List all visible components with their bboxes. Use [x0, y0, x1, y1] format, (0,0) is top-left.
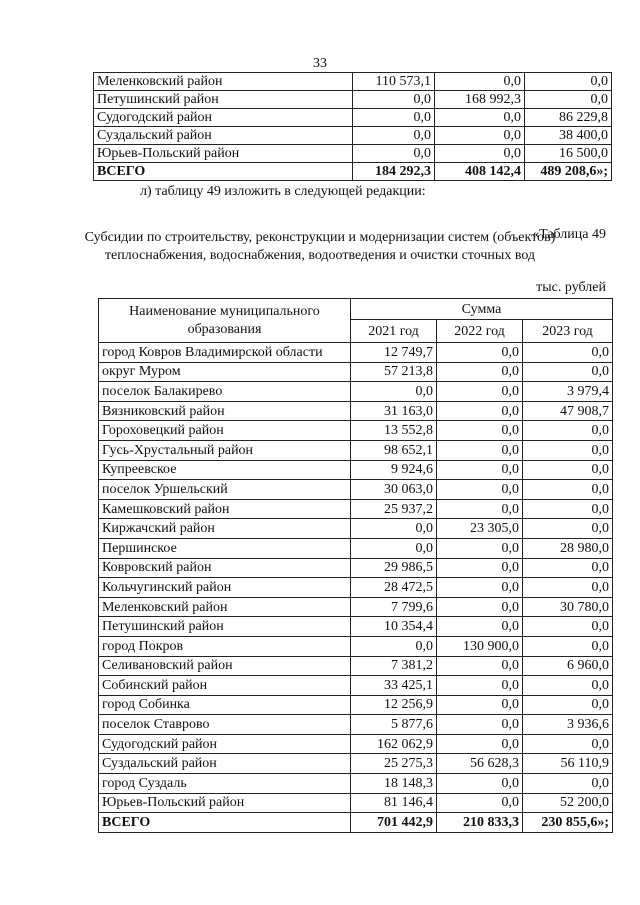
- table-row: [99, 793, 613, 813]
- value-2023-cell: 28 980,0: [523, 538, 613, 558]
- table-row: [94, 73, 612, 91]
- value-2023-cell: 0,0: [523, 636, 613, 656]
- value-2022-cell: 0,0: [437, 656, 523, 676]
- value-2021-cell: 9 924,6: [351, 460, 437, 480]
- value-2022-cell: 0,0: [437, 440, 523, 460]
- table-row: [99, 401, 613, 421]
- table-title-line1: Субсидии по строительству, реконструкции и модернизации систем (объектов): [84, 230, 556, 245]
- table-title-line2: теплоснабжения, водоснабжения, водоотведения и очистки сточных вод: [104, 248, 536, 263]
- value-2022-cell: 56 628,3: [437, 754, 523, 774]
- table-header-row: [99, 299, 613, 320]
- value-2022-cell: 0,0: [437, 362, 523, 382]
- value-2023-cell: 56 110,9: [523, 754, 613, 774]
- municipality-cell: округ Муром: [99, 362, 351, 382]
- value-2022-cell: 130 900,0: [437, 636, 523, 656]
- table-row: [99, 578, 613, 598]
- municipality-cell: поселок Балакирево: [99, 382, 351, 402]
- value-2021-cell: 13 552,8: [351, 421, 437, 441]
- municipality-cell: поселок Уршельский: [99, 480, 351, 500]
- value-2023-cell: 0,0: [523, 440, 613, 460]
- value-2023-cell: 3 936,6: [523, 715, 613, 735]
- municipality-cell: Судогодский район: [94, 109, 353, 127]
- value-2021-cell: 5 877,6: [351, 715, 437, 735]
- table-label: «Таблица 49: [532, 227, 606, 242]
- value-2021-cell: 0,0: [351, 538, 437, 558]
- subsidy-table: [98, 298, 613, 833]
- value-2022-cell: 0,0: [437, 538, 523, 558]
- municipality-cell: город Собинка: [99, 695, 351, 715]
- units-label: тыс. рублей: [536, 280, 606, 295]
- municipality-cell: Киржачский район: [99, 519, 351, 539]
- value-2022-cell: 0,0: [437, 421, 523, 441]
- header-2022: 2022 год: [437, 320, 523, 343]
- value-2023-cell: 0,0: [523, 617, 613, 637]
- table-row: [99, 636, 613, 656]
- value-2023-cell: 0,0: [525, 91, 612, 109]
- value-2022-cell: 23 305,0: [437, 519, 523, 539]
- value-2022-cell: 0,0: [437, 343, 523, 363]
- value-2022-cell: 0,0: [437, 558, 523, 578]
- value-2023-cell: 0,0: [523, 480, 613, 500]
- table-row: [99, 754, 613, 774]
- value-2021-cell: 25 937,2: [351, 499, 437, 519]
- value-2022-cell: 0,0: [437, 676, 523, 696]
- total-2023-value: 230 855,6: [541, 815, 598, 831]
- municipality-cell: Суздальский район: [99, 754, 351, 774]
- value-2023-cell: 3 979,4: [523, 382, 613, 402]
- municipality-cell: поселок Ставрово: [99, 715, 351, 735]
- value-2023-cell: 0,0: [523, 519, 613, 539]
- previous-table-continuation: [93, 72, 612, 181]
- value-2023-cell: 0,0: [523, 421, 613, 441]
- value-2021-cell: 18 148,3: [351, 774, 437, 794]
- table-row: [99, 558, 613, 578]
- page-number: 33: [313, 56, 327, 71]
- total-row: [94, 163, 612, 181]
- value-2023-cell: 0,0: [523, 734, 613, 754]
- header-municipality-line2: образования: [187, 321, 262, 337]
- table-row: [99, 656, 613, 676]
- value-2022-cell: 0,0: [437, 734, 523, 754]
- table-row: [99, 382, 613, 402]
- table-row: [94, 127, 612, 145]
- total-2022: 408 142,4: [435, 163, 525, 181]
- municipality-cell: город Ковров Владимирской области: [99, 343, 351, 363]
- table-row: [99, 597, 613, 617]
- municipality-cell: город Покров: [99, 636, 351, 656]
- value-2021-cell: 28 472,5: [351, 578, 437, 598]
- total-label: ВСЕГО: [99, 813, 351, 833]
- value-2022-cell: 0,0: [437, 774, 523, 794]
- value-2023-cell: 0,0: [523, 499, 613, 519]
- value-2023-cell: 0,0: [523, 362, 613, 382]
- table-row: [99, 460, 613, 480]
- municipality-cell: Меленковский район: [94, 73, 353, 91]
- value-2023-cell: 16 500,0: [525, 145, 612, 163]
- table-row: [99, 715, 613, 735]
- value-2022-cell: 0,0: [437, 480, 523, 500]
- value-2022-cell: 0,0: [437, 695, 523, 715]
- closing-quote-suffix: »;: [597, 815, 610, 831]
- total-2021: 701 442,9: [351, 813, 437, 833]
- value-2023-cell: 47 908,7: [523, 401, 613, 421]
- table-row: [99, 440, 613, 460]
- municipality-cell: Купреевское: [99, 460, 351, 480]
- total-row: [99, 813, 613, 833]
- municipality-cell: Петушинский район: [99, 617, 351, 637]
- value-2021-cell: 57 213,8: [351, 362, 437, 382]
- value-2021-cell: 12 749,7: [351, 343, 437, 363]
- municipality-cell: Камешковский район: [99, 499, 351, 519]
- municipality-cell: Гороховецкий район: [99, 421, 351, 441]
- value-2023-cell: 38 400,0: [525, 127, 612, 145]
- value-2021-cell: 81 146,4: [351, 793, 437, 813]
- municipality-cell: Петушинский район: [94, 91, 353, 109]
- value-2021-cell: 0,0: [351, 382, 437, 402]
- value-2021-cell: 0,0: [353, 145, 435, 163]
- table-row: [99, 617, 613, 637]
- value-2021-cell: 31 163,0: [351, 401, 437, 421]
- municipality-cell: Кольчугинский район: [99, 578, 351, 598]
- header-municipality-line1: Наименование муниципального: [129, 303, 320, 319]
- value-2022-cell: 0,0: [437, 715, 523, 735]
- value-2021-cell: 0,0: [351, 636, 437, 656]
- header-municipality: [99, 299, 351, 343]
- total-2023-value: 489 208,6: [540, 163, 597, 179]
- municipality-cell: Собинский район: [99, 676, 351, 696]
- value-2023-cell: 0,0: [523, 578, 613, 598]
- value-2022-cell: 0,0: [435, 145, 525, 163]
- instruction-text: л) таблицу 49 изложить в следующей редакции:: [140, 184, 426, 199]
- value-2022-cell: 0,0: [435, 109, 525, 127]
- municipality-cell: Юрьев-Польский район: [99, 793, 351, 813]
- value-2021-cell: 33 425,1: [351, 676, 437, 696]
- value-2022-cell: 0,0: [437, 578, 523, 598]
- closing-quote-suffix: »;: [596, 163, 608, 179]
- value-2021-cell: 0,0: [353, 91, 435, 109]
- table-row: [99, 774, 613, 794]
- value-2022-cell: 0,0: [435, 127, 525, 145]
- header-2021: 2021 год: [351, 320, 437, 343]
- value-2022-cell: 0,0: [437, 597, 523, 617]
- total-2022: 210 833,3: [437, 813, 523, 833]
- value-2021-cell: 7 381,2: [351, 656, 437, 676]
- value-2022-cell: 0,0: [435, 73, 525, 91]
- value-2021-cell: 0,0: [353, 109, 435, 127]
- value-2023-cell: 0,0: [523, 460, 613, 480]
- municipality-cell: Першинское: [99, 538, 351, 558]
- value-2022-cell: 0,0: [437, 793, 523, 813]
- value-2021-cell: 12 256,9: [351, 695, 437, 715]
- value-2023-cell: 0,0: [523, 676, 613, 696]
- value-2021-cell: 0,0: [351, 519, 437, 539]
- value-2022-cell: 0,0: [437, 401, 523, 421]
- value-2023-cell: 6 960,0: [523, 656, 613, 676]
- value-2023-cell: 0,0: [525, 73, 612, 91]
- value-2021-cell: 10 354,4: [351, 617, 437, 637]
- value-2021-cell: 98 652,1: [351, 440, 437, 460]
- value-2021-cell: 162 062,9: [351, 734, 437, 754]
- value-2023-cell: 52 200,0: [523, 793, 613, 813]
- value-2021-cell: 29 986,5: [351, 558, 437, 578]
- table-row: [99, 519, 613, 539]
- municipality-cell: Судогодский район: [99, 734, 351, 754]
- value-2021-cell: 30 063,0: [351, 480, 437, 500]
- value-2022-cell: 0,0: [437, 382, 523, 402]
- municipality-cell: Юрьев-Польский район: [94, 145, 353, 163]
- value-2021-cell: 7 799,6: [351, 597, 437, 617]
- total-label: ВСЕГО: [94, 163, 353, 181]
- table-row: [99, 734, 613, 754]
- table-row: [99, 362, 613, 382]
- value-2022-cell: 0,0: [437, 460, 523, 480]
- value-2023-cell: 30 780,0: [523, 597, 613, 617]
- total-2021: 184 292,3: [353, 163, 435, 181]
- table-row: [99, 676, 613, 696]
- table-row: [94, 145, 612, 163]
- municipality-cell: Селивановский район: [99, 656, 351, 676]
- value-2023-cell: 0,0: [523, 558, 613, 578]
- municipality-cell: Суздальский район: [94, 127, 353, 145]
- header-sum: Сумма: [351, 299, 613, 320]
- value-2023-cell: 0,0: [523, 695, 613, 715]
- value-2022-cell: 168 992,3: [435, 91, 525, 109]
- total-2023: [525, 163, 612, 181]
- total-2023: [523, 813, 613, 833]
- value-2022-cell: 0,0: [437, 617, 523, 637]
- table-row: [94, 109, 612, 127]
- value-2021-cell: 25 275,3: [351, 754, 437, 774]
- municipality-cell: Меленковский район: [99, 597, 351, 617]
- value-2021-cell: 110 573,1: [353, 73, 435, 91]
- municipality-cell: город Суздаль: [99, 774, 351, 794]
- table-row: [99, 538, 613, 558]
- table-row: [99, 480, 613, 500]
- value-2022-cell: 0,0: [437, 499, 523, 519]
- municipality-cell: Ковровский район: [99, 558, 351, 578]
- municipality-cell: Гусь-Хрустальный район: [99, 440, 351, 460]
- value-2023-cell: 0,0: [523, 774, 613, 794]
- value-2023-cell: 0,0: [523, 343, 613, 363]
- value-2023-cell: 86 229,8: [525, 109, 612, 127]
- table-row: [99, 343, 613, 363]
- table-row: [99, 695, 613, 715]
- table-row: [99, 421, 613, 441]
- header-2023: 2023 год: [523, 320, 613, 343]
- table-row: [99, 499, 613, 519]
- value-2021-cell: 0,0: [353, 127, 435, 145]
- municipality-cell: Вязниковский район: [99, 401, 351, 421]
- table-row: [94, 91, 612, 109]
